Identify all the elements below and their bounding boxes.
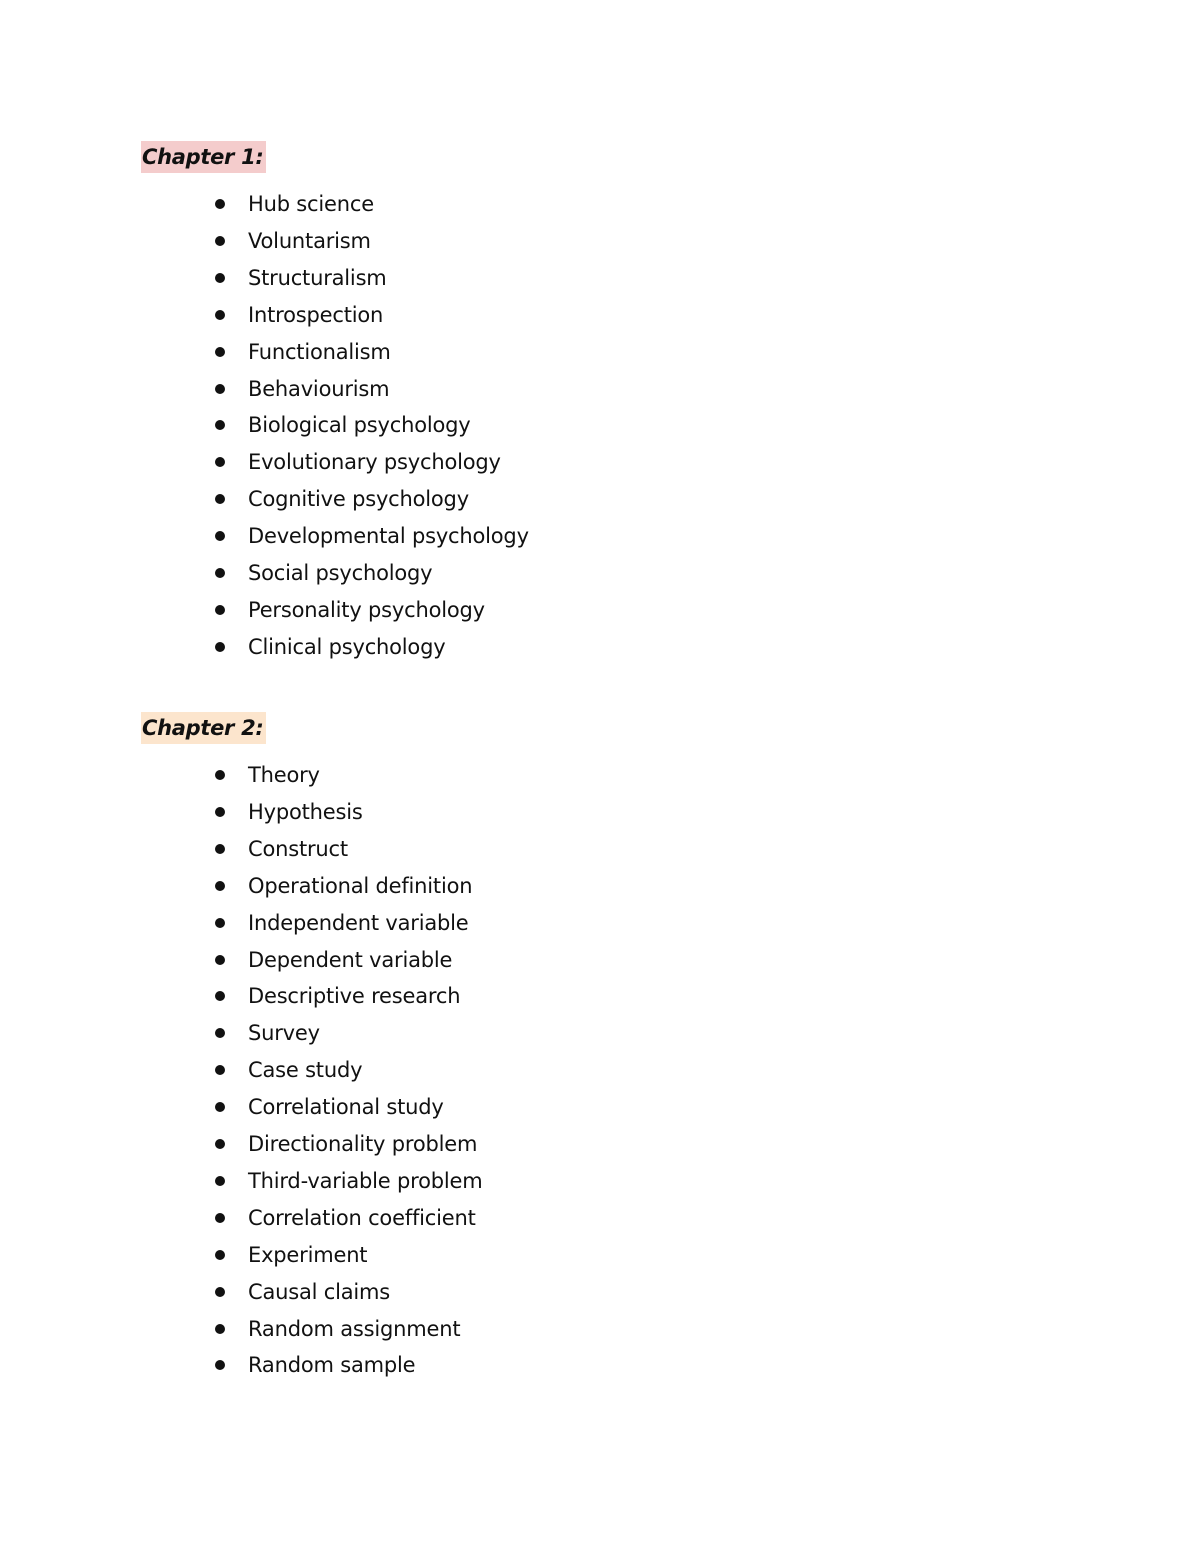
list-item <box>0 908 700 938</box>
list-item <box>0 337 700 367</box>
bullet-icon <box>215 457 225 467</box>
term-text: Operational definition <box>248 874 473 898</box>
term-text: Evolutionary psychology <box>248 450 501 474</box>
list-item <box>0 189 700 219</box>
term-text: Random sample <box>248 1353 416 1377</box>
bullet-icon <box>215 1028 225 1038</box>
list-item <box>0 1314 700 1344</box>
list-item <box>0 760 700 790</box>
term-text: Experiment <box>248 1243 368 1267</box>
bullet-icon <box>215 770 225 780</box>
bullet-icon <box>215 1102 225 1112</box>
term-text: Causal claims <box>248 1280 391 1304</box>
term-text: Cognitive psychology <box>248 487 469 511</box>
term-text: Developmental psychology <box>248 524 529 548</box>
list-item <box>0 1055 700 1085</box>
list-item <box>0 797 700 827</box>
list-item <box>0 1277 700 1307</box>
bullet-icon <box>215 918 225 928</box>
term-text: Case study <box>248 1058 363 1082</box>
term-text: Correlation coefficient <box>248 1206 476 1230</box>
term-text: Structuralism <box>248 266 387 290</box>
bullet-icon <box>215 642 225 652</box>
term-text: Third-variable problem <box>248 1169 483 1193</box>
term-text: Introspection <box>248 303 384 327</box>
list-item <box>0 981 700 1011</box>
bullet-icon <box>215 844 225 854</box>
term-text: Hub science <box>248 192 374 216</box>
bullet-icon <box>215 199 225 209</box>
chapter-2-heading: Chapter 2: <box>141 712 266 744</box>
term-text: Survey <box>248 1021 320 1045</box>
term-text: Social psychology <box>248 561 433 585</box>
bullet-icon <box>215 273 225 283</box>
list-item <box>0 447 700 477</box>
list-item <box>0 1350 700 1380</box>
list-item <box>0 1203 700 1233</box>
term-text: Behaviourism <box>248 377 390 401</box>
bullet-icon <box>215 384 225 394</box>
term-text: Clinical psychology <box>248 635 446 659</box>
bullet-icon <box>215 236 225 246</box>
list-item <box>0 484 700 514</box>
term-text: Descriptive research <box>248 984 461 1008</box>
bullet-icon <box>215 347 225 357</box>
list-item <box>0 558 700 588</box>
list-item <box>0 871 700 901</box>
bullet-icon <box>215 310 225 320</box>
list-item <box>0 300 700 330</box>
bullet-icon <box>215 494 225 504</box>
term-text: Independent variable <box>248 911 469 935</box>
bullet-icon <box>215 1324 225 1334</box>
list-item <box>0 410 700 440</box>
bullet-icon <box>215 991 225 1001</box>
list-item <box>0 1166 700 1196</box>
term-text: Personality psychology <box>248 598 485 622</box>
bullet-icon <box>215 531 225 541</box>
bullet-icon <box>215 1176 225 1186</box>
term-text: Construct <box>248 837 348 861</box>
list-item <box>0 632 700 662</box>
list-item <box>0 1018 700 1048</box>
bullet-icon <box>215 420 225 430</box>
list-item <box>0 945 700 975</box>
list-item <box>0 374 700 404</box>
term-text: Voluntarism <box>248 229 371 253</box>
list-item <box>0 595 700 625</box>
bullet-icon <box>215 881 225 891</box>
bullet-icon <box>215 1287 225 1297</box>
term-text: Biological psychology <box>248 413 471 437</box>
term-text: Correlational study <box>248 1095 444 1119</box>
bullet-icon <box>215 1213 225 1223</box>
bullet-icon <box>215 1360 225 1370</box>
bullet-icon <box>215 1250 225 1260</box>
term-text: Directionality problem <box>248 1132 478 1156</box>
term-text: Theory <box>248 763 320 787</box>
term-text: Dependent variable <box>248 948 453 972</box>
bullet-icon <box>215 1065 225 1075</box>
term-text: Hypothesis <box>248 800 363 824</box>
bullet-icon <box>215 605 225 615</box>
list-item <box>0 1129 700 1159</box>
term-text: Functionalism <box>248 340 391 364</box>
bullet-icon <box>215 1139 225 1149</box>
term-text: Random assignment <box>248 1317 461 1341</box>
list-item <box>0 834 700 864</box>
list-item <box>0 1092 700 1122</box>
list-item <box>0 1240 700 1270</box>
list-item <box>0 226 700 256</box>
list-item <box>0 521 700 551</box>
bullet-icon <box>215 807 225 817</box>
bullet-icon <box>215 568 225 578</box>
chapter-1-heading: Chapter 1: <box>141 141 266 173</box>
list-item <box>0 263 700 293</box>
bullet-icon <box>215 955 225 965</box>
